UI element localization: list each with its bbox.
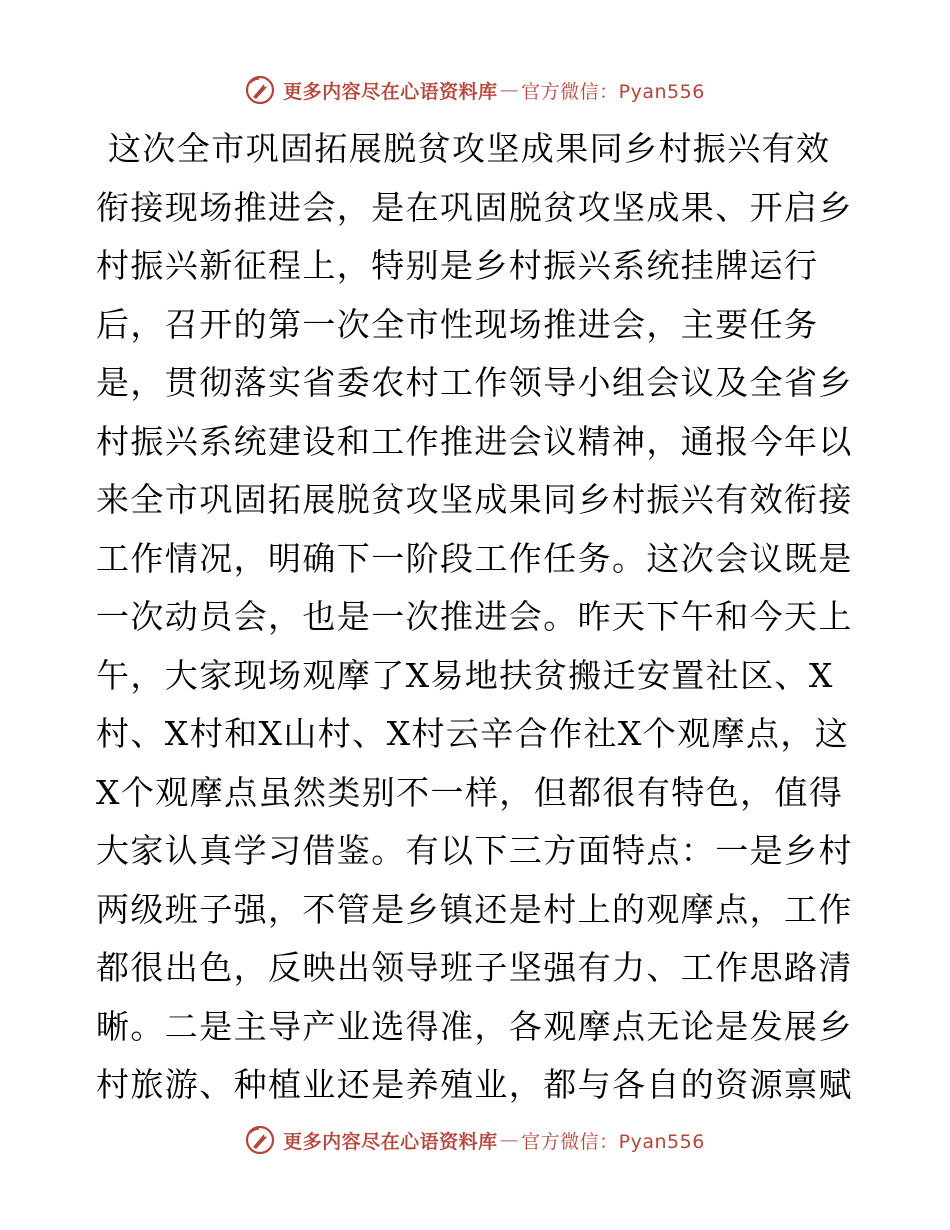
footer-brand-text: 更多内容尽在心语资料库 xyxy=(283,1130,498,1153)
pen-nib-logo-icon xyxy=(245,1125,275,1155)
header-watermark xyxy=(0,70,950,110)
body-line: X个观摩点虽然类别不一样，但都很有特色，值得 xyxy=(96,772,844,812)
body-line: 午，大家现场观摩了X易地扶贫搬迁安置社区、X xyxy=(96,655,834,695)
footer-wechat-text: 官方微信：Pyan556 xyxy=(521,1130,705,1153)
header-brand-text: 更多内容尽在心语资料库 xyxy=(283,80,498,103)
body-line: 来全市巩固拓展脱贫攻坚成果同乡村振兴有效衔接 xyxy=(96,480,853,519)
body-line: 村振兴系统建设和工作推进会议精神，通报今年以 xyxy=(96,421,853,461)
body-line: 晰。二是主导产业选得准，各观摩点无论是发展乡 xyxy=(96,1006,853,1046)
body-line: 是，贯彻落实省委农村工作领导小组会议及全省乡 xyxy=(96,363,853,402)
footer-separator: — xyxy=(499,1129,520,1151)
body-line: 村振兴新征程上，特别是乡村振兴系统挂牌运行 xyxy=(96,246,819,285)
body-line: 一次动员会，也是一次推进会。昨天下午和今天上 xyxy=(96,597,853,636)
body-line: 两级班子强，不管是乡镇还是村上的观摩点，工作 xyxy=(96,889,853,929)
header-separator: — xyxy=(499,79,520,101)
body-line: 后，召开的第一次全市性现场推进会，主要任务 xyxy=(96,304,819,344)
body-line: 这次全市巩固拓展脱贫攻坚成果同乡村振兴有效 xyxy=(108,129,831,168)
body-line: 村、X村和X山村、X村云辛合作社X个观摩点，这 xyxy=(96,714,850,753)
document-body xyxy=(96,120,866,1115)
body-line: 工作情况，明确下一阶段工作任务。这次会议既是 xyxy=(96,538,853,578)
body-line: 衔接现场推进会，是在巩固脱贫攻坚成果、开启乡 xyxy=(96,187,853,227)
body-line: 大家认真学习借鉴。有以下三方面特点：一是乡村 xyxy=(96,831,853,870)
header-wechat-text: 官方微信：Pyan556 xyxy=(521,80,705,103)
body-line: 村旅游、种植业还是养殖业，都与各自的资源禀赋 xyxy=(96,1065,853,1104)
footer-watermark xyxy=(0,1120,950,1160)
pen-nib-logo-icon xyxy=(245,75,275,105)
body-line: 都很出色，反映出领导班子坚强有力、工作思路清 xyxy=(96,948,853,987)
